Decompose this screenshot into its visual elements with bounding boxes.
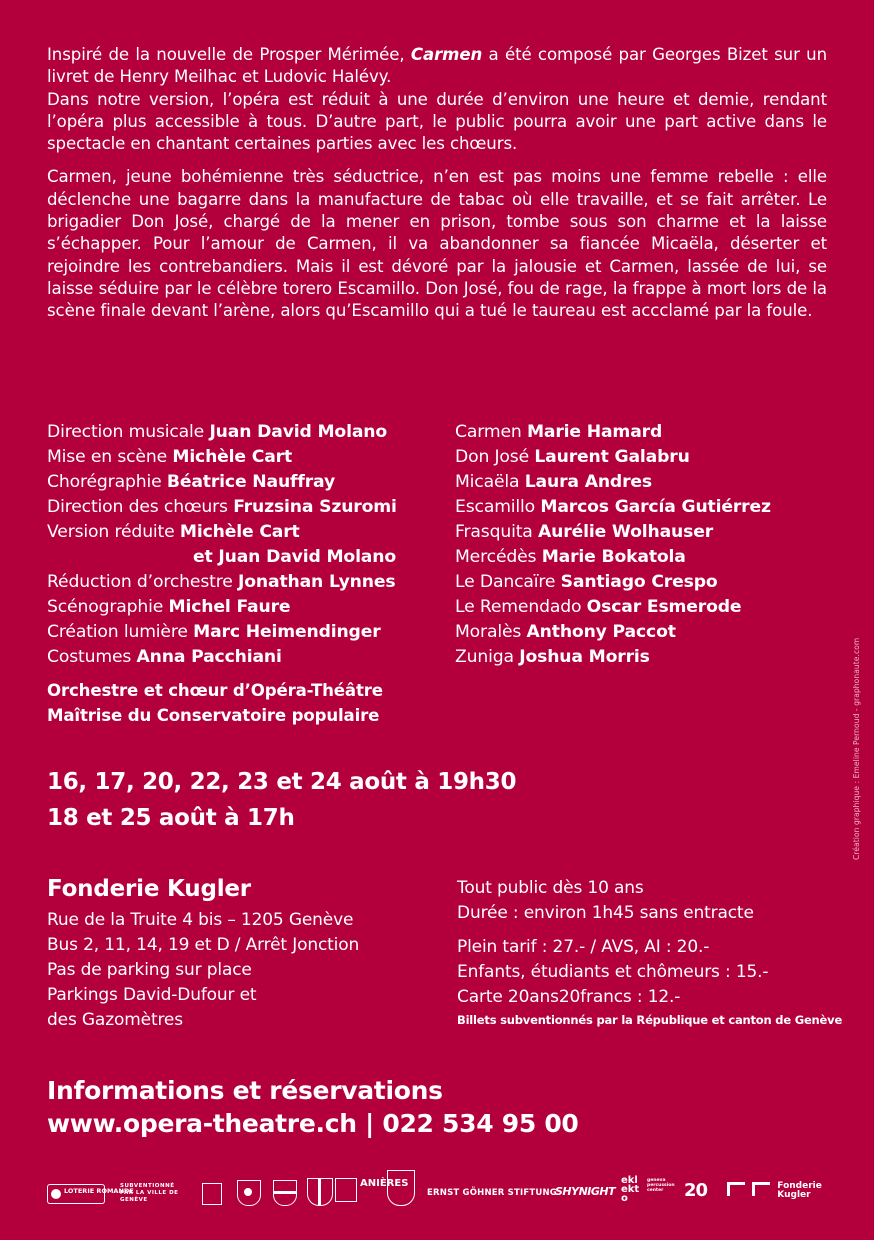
cast-line: Moralès Anthony Paccot [455,622,676,642]
twenty-anniversary-logo: 20 [684,1180,708,1201]
venue-title: Fonderie Kugler [47,876,251,902]
credit-line: Mise en scène Michèle Cart [47,447,293,467]
cast-line: Don José Laurent Galabru [455,447,690,467]
credit-line: Direction musicale Juan David Molano [47,422,388,442]
credit-line: Version réduite Michèle Cart [47,522,300,542]
ensemble-credits: Orchestre et chœur d’Opéra-Théâtre Maîtrise du Conservatoire populaire [47,681,383,725]
price-line: Plein tarif : 27.- / AVS, AI : 20.- [457,937,710,957]
ville-de-geneve-logo: SUBVENTIONNÉ PAR LA VILLE DE GENÈVE [120,1183,200,1204]
contact-title: Informations et réservations [47,1076,443,1105]
coat-of-arms-icon [273,1180,297,1206]
contact-block [47,1074,579,1140]
subsidy-note: Billets subventionnés par la République et canton de Genève [457,1013,843,1027]
eklekto-logo: eklekto geneva percussion center [621,1175,675,1204]
cast-line: Mercédès Marie Bokatola [455,547,686,567]
anieres-logo: ANIÈRES [335,1178,408,1202]
conservatoire-crest-icon [387,1170,415,1206]
intro-text [47,44,827,323]
price-line: Carte 20ans20francs : 12.- [457,987,681,1007]
credit-line: Réduction d’orchestre Jonathan Lynnes [47,572,396,592]
credit-line: et Juan David Molano [193,547,396,567]
coat-of-arms-icon [237,1180,261,1206]
cast-line: Zuniga Joshua Morris [455,647,650,667]
synopsis-paragraph: Carmen, jeune bohémienne très séductrice, n’en est pas moins une femme rebelle : elle déclenche une bagarre dans la manufacture de tabac où elle travaille, et se fait arrêter. Le brigadier Don José, chargé de la mener en prison, tombe sous son charme et la laisse s’échapper. Pour l’amour de Carmen, il va abandonner sa fiancée Micaëla, déserter et rejoindre les contrebandiers. Mais il est dévoré par la jalousie et Carmen, lassée de lui, se laisse séduire par le célèbre torero Escamillo. Don José, fou de rage, la frappe à mort lors de la scène finale devant l’arène, alors qu’Escamillo qui a tué le taureau est accclamé par la foule. [47,167,827,321]
shynight-logo: SHYNIGHT [555,1185,616,1198]
cast-line: Le Dancaïre Santiago Crespo [455,572,718,592]
credit-line: Scénographie Michel Faure [47,597,291,617]
credit-line: Création lumière Marc Heimendinger [47,622,381,642]
opera-title: Carmen [410,45,483,64]
crew-credits [47,420,447,728]
coat-of-arms-icon [307,1178,333,1206]
contact-line[interactable]: www.opera-theatre.ch | 022 534 95 00 [47,1109,579,1138]
cast-line: Frasquita Aurélie Wolhauser [455,522,714,542]
intro-paragraph-1: Inspiré de la nouvelle de Prosper Mérimée, Carmen a été composé par Georges Bizet sur un livret de Henry Meilhac et Ludovic Halévy. [47,45,827,87]
ticket-info: Tout public dès 10 ans Durée : environ 1h45 sans entracte Plein tarif : 27.- / AVS, AI : 20.- Enfants, étudiants et chômeurs : 15.- Carte 20ans20francs : 12.- Billets subventionnés par la République et canton de Genève [457,878,843,1027]
cast-credits [455,420,835,670]
credit-line: Direction des chœurs Fruzsina Szuromi [47,497,397,517]
loterie-romande-logo: LOTERIE ROMANDE [47,1184,105,1204]
credit-line: Chorégraphie Béatrice Nauffray [47,472,336,492]
ernst-gohner-logo: ERNST GÖHNER STIFTUNG [427,1188,557,1198]
cast-line: Micaëla Laura Andres [455,472,652,492]
cast-line: Escamillo Marcos García Gutiérrez [455,497,771,517]
cast-line: Carmen Marie Hamard [455,422,663,442]
cast-line: Le Remendado Oscar Esmerode [455,597,742,617]
graphic-credit: Création graphique : Emeline Pernoud - graphonaute.com [852,637,861,860]
performance-dates: 16, 17, 20, 22, 23 et 24 août à 19h30 18 et 25 août à 17h [47,769,517,831]
credit-line: Costumes Anna Pacchiani [47,647,282,667]
intro-paragraph-2: Dans notre version, l’opéra est réduit à une durée d’environ une heure et demie, rendant l’opéra plus accessible à tous. D’autre part, le public pourra avoir une part active dans le spectacle en chantant certaines parties avec les chœurs. [47,89,827,154]
venue-address: Rue de la Truite 4 bis – 1205 Genève Bus 2, 11, 14, 19 et D / Arrêt Jonction Pas de parking sur place Parkings David-Dufour et des Gazomètres [47,910,360,1030]
venue-block [47,872,447,1033]
price-line: Enfants, étudiants et chômeurs : 15.- [457,962,769,982]
fonderie-kugler-logo: Fonderie Kugler [727,1182,827,1200]
